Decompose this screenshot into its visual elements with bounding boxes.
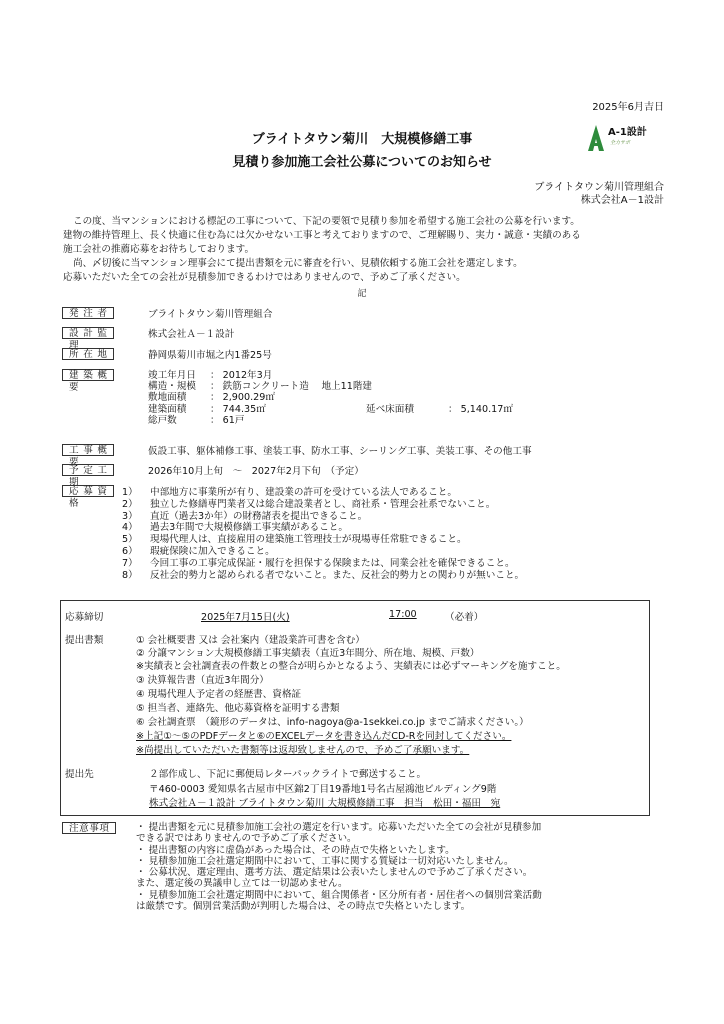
orderer-value: ブライトタウン菊川管理組合 [148,309,273,320]
designer-label: 設計監理 [62,327,114,339]
logo-text: A-1設計 [608,127,647,138]
units-label: 総戸数 [148,414,177,426]
document-line: ※尚提出していただいた書類等は返却致しませんので、予めご了承願います。 [136,745,470,756]
note-line: ・ 見積参加施工会社選定期間中において、組合関係者・区分所有者・居住者への個別営業活動 [136,889,542,901]
notes-list [136,822,542,912]
building-area-value: ： 744.35㎡ [210,403,266,415]
intro-paragraph [63,215,663,285]
documents-label: 提出書類 [65,635,104,646]
notes-label: 注意事項 [62,822,116,834]
deadline-note: （必着） [445,612,484,623]
designer-value: 株式会社Ａ－１設計 [148,329,235,340]
work-label: 工事概要 [62,444,114,456]
document-line: ① 会社概要書 又は 会社案内（建設業許可書を含む） [136,635,365,646]
document-line: ③ 決算報告書（直近3年間分） [136,675,269,686]
structure-value: ： 鉄筋コンクリート造 地上11階建 [210,381,373,393]
sender-company: 株式会社A－1設計 [580,195,664,206]
note-line: ・ 提出書類の内容に虚偽があった場合は、その時点で失格といたします。 [136,844,455,856]
company-logo [588,125,658,151]
deadline-date: 2025年7月15日(火) [201,612,290,623]
note-line: ・ 提出書類を元に見積参加施工会社の選定を行います。応募いただいた全ての会社が見積参加 [136,822,542,833]
document-title: ブライトタウン菊川 大規模修繕工事 [251,132,473,147]
submit-recipient: 株式会社Ａ－１設計 ブライトタウン菊川 大規模修繕工事 担当 松田・福田 宛 [149,798,501,809]
floor-area-value: ： 5,140.17㎡ [448,403,513,415]
location-value: 静岡県菊川市堀之内1番25号 [148,350,272,361]
document-line: ② 分譲マンション大規模修繕工事実績表（直近3年間分、所在地、規模、戸数） [136,648,480,659]
completed-label: 竣工年月日 [148,370,196,381]
submit-line: ２部作成し、下記に郵便局レターパックライトで郵送すること。 [149,769,427,780]
intro-line: 応募いただいた全ての会社が見積参加できるわけではありませんので、予めご了承ください。 [63,272,466,283]
note-line: は厳禁です。個別営業活動が判明した場合は、その時点で失格といたします。 [136,901,471,913]
ki-heading: 記 [357,289,367,299]
site-area-value: ： 2,900.29㎡ [210,392,275,404]
issue-date: 2025年6月吉日 [592,102,664,113]
period-label: 予定工期 [62,464,114,476]
structure-label: 構造・規模 [148,381,196,393]
note-line: また、選定後の異議申し立ては一切認めません。 [136,878,348,890]
location-label: 所在地 [62,348,114,360]
intro-line: この度、当マンションにおける標記の工事について、下記の要領で見積り参加を希望する施工会社の公募を行います。 [73,216,580,227]
floor-area-label: 延べ床面積 [366,403,414,415]
overview-label: 建築概要 [62,369,114,381]
logo-a-icon [588,125,604,151]
document-line: ※実績表と会社調査表の件数との整合が明らかとなるよう、実績表には必ずマーキングを施すこと。 [136,661,566,672]
deadline-label: 応募締切 [65,612,104,623]
completed-value: ： 2012年3月 [210,370,273,381]
document-line: ④ 現場代理人予定者の経歴書、資格証 [136,689,302,700]
intro-line: 施工会社の推薦応募をお待ちしております。 [63,244,255,255]
deadline-time: 17:00 [389,609,417,620]
logo-subtext: 全力サポ [610,140,631,146]
units-value: ： 61戸 [210,414,245,426]
qualification-label: 応募資格 [62,485,114,497]
building-area-label: 建築面積 [148,403,187,415]
intro-line: 建物の維持管理上、長く快適に住む為には欠かせない工事と考えておりますので、ご理解賜り、実力・誠意・実績のある [63,230,581,241]
document-line: ⑤ 担当者、連絡先、他応募資格を証明する書類 [136,703,340,714]
work-value: 仮設工事、躯体補修工事、塗装工事、防水工事、シーリング工事、美装工事、その他工事 [148,446,532,457]
document-line: ⑥ 会社調査票 （鏡形のデータは、info-nagoya@a-1sekkei.co.jp までご請求ください。） [136,717,529,728]
submit-label: 提出先 [65,769,94,780]
document-line: ※上記①～⑤のPDFデータと⑥のEXCELデータを書き込んだCD-Rを同封してください。 [136,731,512,742]
orderer-label: 発注者 [62,307,114,319]
submission-box [60,600,650,816]
site-area-label: 敷地面積 [148,392,187,404]
note-line: ・ 公募状況、選定理由、選考方法、選定結果は公表いたしませんので予めご了承ください。 [136,867,533,879]
document-subtitle: 見積り参加施工会社公募についてのお知らせ [232,155,492,170]
intro-line: 尚、〆切後に当マンション理事会にて提出書類を元に審査を行い、見積依頼する施工会社を選定します。 [73,258,523,269]
note-line: ・ 見積参加施工会社選定期間中において、工事に関する質疑は一切対応いたしません。 [136,855,514,867]
period-value: 2026年10月上旬 ～ 2027年2月下旬 （予定） [148,466,364,477]
sender-association: ブライトタウン菊川管理組合 [534,182,664,193]
submit-address: 〒460-0003 愛知県名古屋市中区錦2丁目19番地1号名古屋鴻池ビルディング9階 [149,784,497,795]
note-line: できる訳ではありませんので予めご了承ください。 [136,833,357,845]
